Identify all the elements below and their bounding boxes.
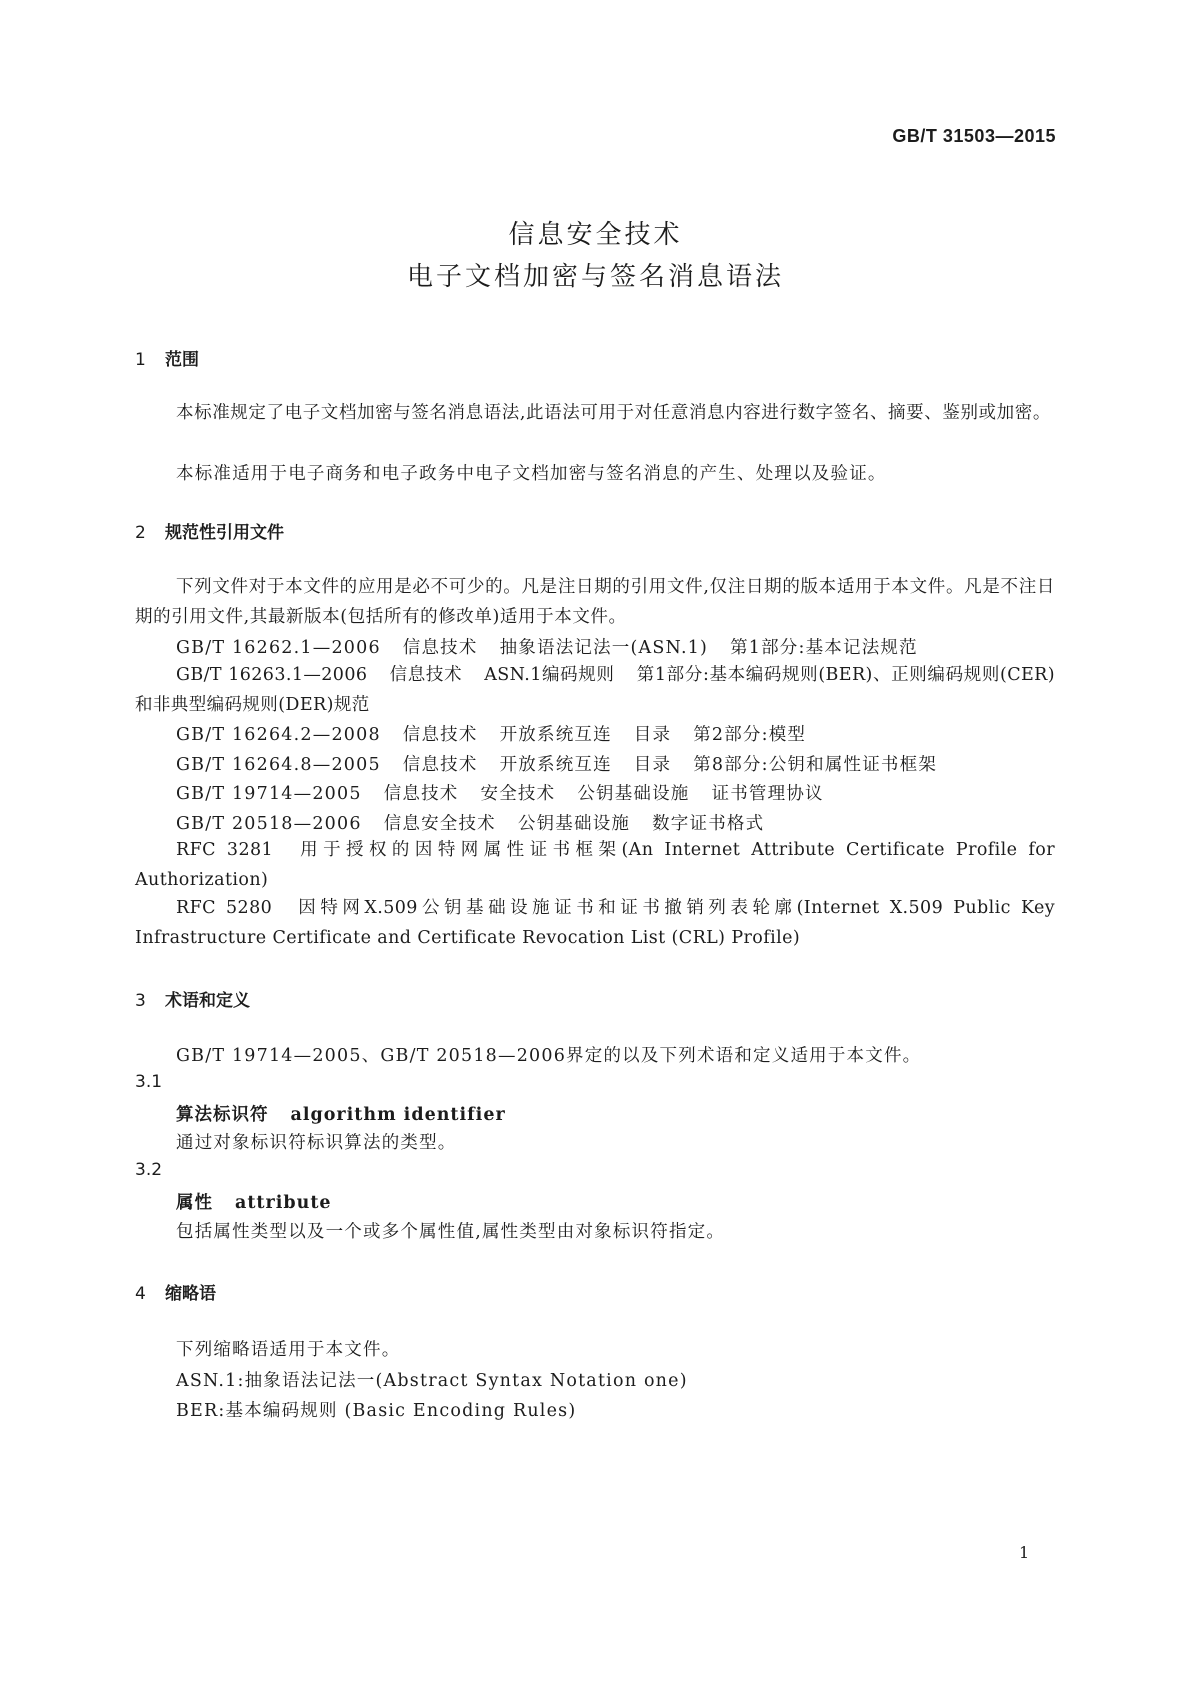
term-title [176, 1189, 332, 1214]
reference-code: RFC 5280 [176, 898, 273, 918]
section-title: 缩略语 [165, 1284, 216, 1304]
reference-code: GB/T 16264.8—2005 [176, 755, 381, 775]
section-title: 范围 [165, 350, 199, 370]
term-number: 3.1 [135, 1072, 163, 1092]
term-definition: 包括属性类型以及一个或多个属性值,属性类型由对象标识符指定。 [176, 1222, 726, 1242]
reference-part: 目录 [633, 725, 672, 745]
section-title: 规范性引用文件 [165, 523, 284, 543]
section-4-intro: 下列缩略语适用于本文件。 [176, 1340, 401, 1360]
reference-item [135, 835, 1055, 895]
reference-item [176, 751, 937, 776]
reference-part: 目录 [633, 755, 672, 775]
term-number: 3.2 [135, 1160, 163, 1180]
reference-part: 开放系统互连 [499, 725, 612, 745]
term-title [176, 1101, 506, 1126]
reference-part: 公钥基础设施 [577, 784, 690, 804]
reference-item [135, 660, 1055, 720]
reference-part: 信息技术 [402, 638, 478, 658]
section-number: 2 [135, 523, 146, 543]
section-number: 3 [135, 991, 146, 1011]
reference-part: 第2部分:模型 [693, 725, 807, 745]
reference-part: 公钥基础设施 [517, 814, 631, 834]
reference-part: 第1部分:基本编码规则(BER)、正则编码规则(CER)和非典型编码规则(DER)规范 [135, 665, 1055, 715]
section-4-heading [135, 1279, 216, 1304]
reference-part: 用于授权的因特网属性证书框架(An Internet Attribute Certificate Profile for Authorization) [135, 840, 1055, 890]
reference-code: GB/T 20518—2006 [176, 814, 362, 834]
section-title: 术语和定义 [165, 991, 250, 1011]
section-2-heading [135, 518, 284, 543]
document-title-line2: 电子文档加密与签名消息语法 [406, 262, 784, 292]
section-1-heading [135, 345, 199, 370]
term-en: algorithm identifier [290, 1105, 506, 1125]
section-number: 1 [135, 350, 146, 370]
reference-part: 第8部分:公钥和属性证书框架 [693, 755, 938, 775]
section-3-heading [135, 986, 250, 1011]
reference-part: 数字证书格式 [652, 814, 765, 834]
section-3-intro: GB/T 19714—2005、GB/T 20518—2006界定的以及下列术语和定义适用于本文件。 [176, 1046, 922, 1066]
reference-item [176, 721, 806, 746]
section-number: 4 [135, 1284, 146, 1304]
page-number: 1 [1019, 1543, 1030, 1562]
term-zh: 算法标识符 [176, 1105, 269, 1125]
reference-item [176, 810, 764, 835]
reference-part: 因特网X.509公钥基础设施证书和证书撤销列表轮廓(Internet X.509 Public Key Infrastructure Certificate and Certificate Revocation List (CRL) Profile) [135, 898, 1055, 948]
section-1-paragraph-2: 本标准适用于电子商务和电子政务中电子文档加密与签名消息的产生、处理以及验证。 [176, 464, 887, 484]
standard-number: GB/T 31503—2015 [892, 126, 1056, 146]
reference-part: 信息技术 [389, 665, 463, 685]
reference-part: ASN.1编码规则 [484, 665, 615, 685]
reference-code: GB/T 16262.1—2006 [176, 638, 381, 658]
reference-part: 抽象语法记法一(ASN.1) [499, 638, 709, 658]
section-1-paragraph-1: 本标准规定了电子文档加密与签名消息语法,此语法可用于对任意消息内容进行数字签名、摘要、鉴别或加密。 [176, 403, 1051, 423]
section-2-intro: 下列文件对于本文件的应用是必不可少的。凡是注日期的引用文件,仅注日期的版本适用于本文件。凡是不注日期的引用文件,其最新版本(包括所有的修改单)适用于本文件。 [135, 577, 1055, 627]
term-definition: 通过对象标识符标识算法的类型。 [176, 1133, 457, 1153]
document-title-line1: 信息安全技术 [508, 220, 683, 250]
reference-part: 开放系统互连 [499, 755, 612, 775]
term-zh: 属性 [176, 1193, 213, 1213]
reference-item [135, 893, 1055, 953]
reference-part: 第1部分:基本记法规范 [730, 638, 918, 658]
reference-item [176, 634, 918, 659]
reference-part: 信息技术 [402, 725, 478, 745]
reference-part: 信息技术 [383, 784, 459, 804]
reference-part: 证书管理协议 [711, 784, 824, 804]
reference-code: RFC 3281 [176, 840, 274, 860]
abbreviation-item: ASN.1:抽象语法记法一(Abstract Syntax Notation one) [176, 1371, 688, 1391]
term-en: attribute [235, 1193, 332, 1213]
abbreviation-item: BER:基本编码规则 (Basic Encoding Rules) [176, 1401, 577, 1421]
reference-part: 安全技术 [480, 784, 556, 804]
reference-code: GB/T 16263.1—2006 [176, 665, 368, 685]
reference-part: 信息安全技术 [383, 814, 496, 834]
reference-part: 信息技术 [402, 755, 478, 775]
reference-item [176, 780, 824, 805]
reference-code: GB/T 19714—2005 [176, 784, 362, 804]
reference-code: GB/T 16264.2—2008 [176, 725, 381, 745]
